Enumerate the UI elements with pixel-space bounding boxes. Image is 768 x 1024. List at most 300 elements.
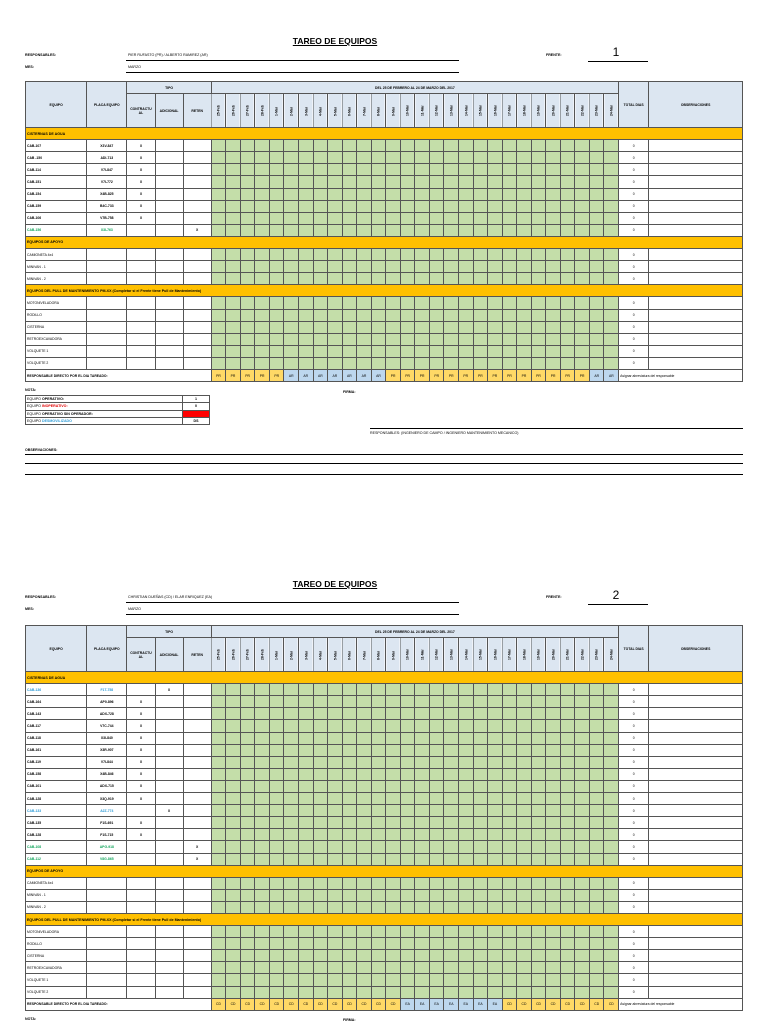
tipo-cell[interactable]: X xyxy=(127,720,155,732)
observaciones-cell[interactable] xyxy=(649,889,743,901)
day-cell[interactable] xyxy=(386,212,401,224)
tipo-cell[interactable] xyxy=(155,357,183,369)
day-cell[interactable] xyxy=(226,357,241,369)
day-cell[interactable] xyxy=(342,744,357,756)
day-cell[interactable] xyxy=(415,176,430,188)
day-cell[interactable] xyxy=(473,261,488,273)
day-cell[interactable] xyxy=(604,962,619,974)
day-cell[interactable] xyxy=(313,273,328,285)
day-cell[interactable] xyxy=(546,829,561,841)
day-cell[interactable] xyxy=(429,684,444,696)
day-cell[interactable] xyxy=(560,345,575,357)
tipo-cell[interactable] xyxy=(127,273,155,285)
day-cell[interactable] xyxy=(211,926,226,938)
observaciones-cell[interactable] xyxy=(649,901,743,913)
day-cell[interactable] xyxy=(386,309,401,321)
day-cell[interactable] xyxy=(444,756,459,768)
day-cell[interactable] xyxy=(284,249,299,261)
day-cell[interactable] xyxy=(517,321,532,333)
day-cell[interactable] xyxy=(589,297,604,309)
day-cell[interactable] xyxy=(342,732,357,744)
day-cell[interactable] xyxy=(328,696,343,708)
day-cell[interactable] xyxy=(226,744,241,756)
day-cell[interactable] xyxy=(531,345,546,357)
day-cell[interactable] xyxy=(604,200,619,212)
tipo-cell[interactable] xyxy=(127,950,155,962)
day-cell[interactable] xyxy=(488,805,503,817)
day-cell[interactable] xyxy=(284,345,299,357)
day-cell[interactable] xyxy=(299,200,314,212)
day-cell[interactable] xyxy=(357,176,372,188)
day-cell[interactable] xyxy=(328,152,343,164)
day-cell[interactable] xyxy=(473,974,488,986)
tipo-cell[interactable] xyxy=(155,768,183,780)
tipo-cell[interactable]: X xyxy=(127,756,155,768)
day-cell[interactable] xyxy=(386,841,401,853)
day-cell[interactable] xyxy=(517,200,532,212)
tipo-cell[interactable] xyxy=(155,853,183,865)
day-cell[interactable] xyxy=(429,805,444,817)
day-cell[interactable] xyxy=(226,297,241,309)
tipo-cell[interactable]: X xyxy=(127,164,155,176)
day-cell[interactable] xyxy=(589,926,604,938)
day-cell[interactable] xyxy=(386,938,401,950)
day-cell[interactable] xyxy=(546,841,561,853)
day-cell[interactable] xyxy=(415,974,430,986)
day-cell[interactable] xyxy=(313,877,328,889)
day-cell[interactable] xyxy=(444,200,459,212)
day-cell[interactable] xyxy=(502,249,517,261)
day-cell[interactable] xyxy=(560,938,575,950)
day-cell[interactable] xyxy=(415,273,430,285)
day-cell[interactable] xyxy=(517,720,532,732)
day-cell[interactable] xyxy=(415,188,430,200)
day-cell[interactable] xyxy=(313,200,328,212)
day-cell[interactable] xyxy=(226,768,241,780)
day-cell[interactable] xyxy=(459,224,474,236)
day-cell[interactable] xyxy=(473,176,488,188)
tipo-cell[interactable] xyxy=(183,708,211,720)
responsable-cell[interactable]: PR xyxy=(386,369,401,381)
tipo-cell[interactable] xyxy=(183,793,211,805)
day-cell[interactable] xyxy=(400,829,415,841)
day-cell[interactable] xyxy=(240,345,255,357)
day-cell[interactable] xyxy=(560,273,575,285)
day-cell[interactable] xyxy=(546,152,561,164)
day-cell[interactable] xyxy=(269,756,284,768)
day-cell[interactable] xyxy=(415,200,430,212)
day-cell[interactable] xyxy=(589,962,604,974)
day-cell[interactable] xyxy=(328,926,343,938)
day-cell[interactable] xyxy=(575,200,590,212)
observaciones-cell[interactable] xyxy=(649,950,743,962)
day-cell[interactable] xyxy=(575,708,590,720)
day-cell[interactable] xyxy=(284,200,299,212)
day-cell[interactable] xyxy=(531,152,546,164)
day-cell[interactable] xyxy=(299,938,314,950)
day-cell[interactable] xyxy=(546,853,561,865)
tipo-cell[interactable] xyxy=(183,877,211,889)
day-cell[interactable] xyxy=(357,321,372,333)
day-cell[interactable] xyxy=(502,962,517,974)
day-cell[interactable] xyxy=(284,841,299,853)
responsable-cell[interactable]: PR xyxy=(488,369,503,381)
observaciones-cell[interactable] xyxy=(649,986,743,998)
day-cell[interactable] xyxy=(226,249,241,261)
day-cell[interactable] xyxy=(546,140,561,152)
day-cell[interactable] xyxy=(531,950,546,962)
day-cell[interactable] xyxy=(575,720,590,732)
day-cell[interactable] xyxy=(386,140,401,152)
day-cell[interactable] xyxy=(299,853,314,865)
day-cell[interactable] xyxy=(560,877,575,889)
day-cell[interactable] xyxy=(269,297,284,309)
day-cell[interactable] xyxy=(342,261,357,273)
responsable-cell[interactable]: EA xyxy=(400,998,415,1010)
day-cell[interactable] xyxy=(589,841,604,853)
tipo-cell[interactable]: X xyxy=(183,224,211,236)
tipo-cell[interactable]: X xyxy=(127,140,155,152)
day-cell[interactable] xyxy=(371,817,386,829)
day-cell[interactable] xyxy=(488,926,503,938)
day-cell[interactable] xyxy=(299,261,314,273)
tipo-cell[interactable] xyxy=(127,805,155,817)
day-cell[interactable] xyxy=(371,708,386,720)
day-cell[interactable] xyxy=(269,152,284,164)
day-cell[interactable] xyxy=(444,974,459,986)
day-cell[interactable] xyxy=(226,212,241,224)
day-cell[interactable] xyxy=(240,974,255,986)
day-cell[interactable] xyxy=(255,986,270,998)
day-cell[interactable] xyxy=(269,986,284,998)
day-cell[interactable] xyxy=(371,224,386,236)
day-cell[interactable] xyxy=(560,901,575,913)
responsable-cell[interactable]: CD xyxy=(546,998,561,1010)
day-cell[interactable] xyxy=(531,901,546,913)
observaciones-cell[interactable] xyxy=(649,140,743,152)
day-cell[interactable] xyxy=(473,273,488,285)
observaciones-cell[interactable] xyxy=(649,333,743,345)
tipo-cell[interactable] xyxy=(127,986,155,998)
day-cell[interactable] xyxy=(429,212,444,224)
day-cell[interactable] xyxy=(342,938,357,950)
day-cell[interactable] xyxy=(531,176,546,188)
day-cell[interactable] xyxy=(488,357,503,369)
tipo-cell[interactable] xyxy=(127,841,155,853)
day-cell[interactable] xyxy=(269,780,284,792)
day-cell[interactable] xyxy=(284,780,299,792)
day-cell[interactable] xyxy=(444,926,459,938)
day-cell[interactable] xyxy=(386,152,401,164)
day-cell[interactable] xyxy=(371,841,386,853)
day-cell[interactable] xyxy=(531,756,546,768)
day-cell[interactable] xyxy=(284,805,299,817)
day-cell[interactable] xyxy=(313,140,328,152)
day-cell[interactable] xyxy=(226,756,241,768)
day-cell[interactable] xyxy=(415,696,430,708)
day-cell[interactable] xyxy=(357,720,372,732)
day-cell[interactable] xyxy=(342,273,357,285)
day-cell[interactable] xyxy=(575,986,590,998)
day-cell[interactable] xyxy=(386,805,401,817)
day-cell[interactable] xyxy=(459,805,474,817)
day-cell[interactable] xyxy=(313,780,328,792)
day-cell[interactable] xyxy=(502,321,517,333)
day-cell[interactable] xyxy=(342,841,357,853)
day-cell[interactable] xyxy=(473,212,488,224)
day-cell[interactable] xyxy=(226,140,241,152)
day-cell[interactable] xyxy=(604,853,619,865)
day-cell[interactable] xyxy=(517,950,532,962)
day-cell[interactable] xyxy=(589,974,604,986)
day-cell[interactable] xyxy=(444,684,459,696)
day-cell[interactable] xyxy=(473,744,488,756)
day-cell[interactable] xyxy=(342,805,357,817)
day-cell[interactable] xyxy=(240,853,255,865)
day-cell[interactable] xyxy=(313,309,328,321)
responsable-cell[interactable]: PR xyxy=(211,369,226,381)
day-cell[interactable] xyxy=(386,780,401,792)
tipo-cell[interactable] xyxy=(155,140,183,152)
day-cell[interactable] xyxy=(444,188,459,200)
day-cell[interactable] xyxy=(517,877,532,889)
tipo-cell[interactable]: X xyxy=(127,744,155,756)
day-cell[interactable] xyxy=(371,732,386,744)
day-cell[interactable] xyxy=(299,684,314,696)
responsable-cell[interactable]: CD xyxy=(255,998,270,1010)
tipo-cell[interactable] xyxy=(183,140,211,152)
day-cell[interactable] xyxy=(415,889,430,901)
day-cell[interactable] xyxy=(531,986,546,998)
day-cell[interactable] xyxy=(415,950,430,962)
observaciones-cell[interactable] xyxy=(649,768,743,780)
tipo-cell[interactable]: X xyxy=(127,817,155,829)
day-cell[interactable] xyxy=(400,877,415,889)
day-cell[interactable] xyxy=(299,224,314,236)
responsable-cell[interactable]: PR xyxy=(269,369,284,381)
day-cell[interactable] xyxy=(342,962,357,974)
day-cell[interactable] xyxy=(488,877,503,889)
day-cell[interactable] xyxy=(560,164,575,176)
day-cell[interactable] xyxy=(502,793,517,805)
day-cell[interactable] xyxy=(400,889,415,901)
day-cell[interactable] xyxy=(284,768,299,780)
day-cell[interactable] xyxy=(517,696,532,708)
day-cell[interactable] xyxy=(517,841,532,853)
day-cell[interactable] xyxy=(604,720,619,732)
day-cell[interactable] xyxy=(269,357,284,369)
day-cell[interactable] xyxy=(255,780,270,792)
day-cell[interactable] xyxy=(371,853,386,865)
day-cell[interactable] xyxy=(589,345,604,357)
day-cell[interactable] xyxy=(269,164,284,176)
day-cell[interactable] xyxy=(284,877,299,889)
day-cell[interactable] xyxy=(415,261,430,273)
observaciones-cell[interactable] xyxy=(649,926,743,938)
day-cell[interactable] xyxy=(415,708,430,720)
tipo-cell[interactable] xyxy=(155,297,183,309)
day-cell[interactable] xyxy=(328,768,343,780)
tipo-cell[interactable] xyxy=(155,164,183,176)
day-cell[interactable] xyxy=(560,889,575,901)
day-cell[interactable] xyxy=(473,140,488,152)
day-cell[interactable] xyxy=(517,708,532,720)
day-cell[interactable] xyxy=(211,732,226,744)
day-cell[interactable] xyxy=(284,744,299,756)
day-cell[interactable] xyxy=(211,164,226,176)
day-cell[interactable] xyxy=(255,696,270,708)
day-cell[interactable] xyxy=(255,200,270,212)
day-cell[interactable] xyxy=(459,793,474,805)
day-cell[interactable] xyxy=(400,853,415,865)
day-cell[interactable] xyxy=(429,732,444,744)
day-cell[interactable] xyxy=(400,224,415,236)
observaciones-cell[interactable] xyxy=(649,805,743,817)
day-cell[interactable] xyxy=(589,176,604,188)
day-cell[interactable] xyxy=(560,817,575,829)
day-cell[interactable] xyxy=(328,793,343,805)
day-cell[interactable] xyxy=(560,249,575,261)
day-cell[interactable] xyxy=(328,817,343,829)
day-cell[interactable] xyxy=(299,249,314,261)
day-cell[interactable] xyxy=(604,261,619,273)
day-cell[interactable] xyxy=(211,224,226,236)
day-cell[interactable] xyxy=(255,176,270,188)
day-cell[interactable] xyxy=(342,249,357,261)
day-cell[interactable] xyxy=(575,950,590,962)
day-cell[interactable] xyxy=(328,261,343,273)
day-cell[interactable] xyxy=(299,176,314,188)
tipo-cell[interactable] xyxy=(155,212,183,224)
day-cell[interactable] xyxy=(240,684,255,696)
observaciones-cell[interactable] xyxy=(649,696,743,708)
day-cell[interactable] xyxy=(342,297,357,309)
day-cell[interactable] xyxy=(357,249,372,261)
tipo-cell[interactable] xyxy=(155,793,183,805)
day-cell[interactable] xyxy=(386,853,401,865)
day-cell[interactable] xyxy=(575,297,590,309)
day-cell[interactable] xyxy=(488,224,503,236)
day-cell[interactable] xyxy=(459,817,474,829)
day-cell[interactable] xyxy=(589,224,604,236)
day-cell[interactable] xyxy=(386,720,401,732)
day-cell[interactable] xyxy=(560,853,575,865)
day-cell[interactable] xyxy=(502,768,517,780)
day-cell[interactable] xyxy=(415,926,430,938)
day-cell[interactable] xyxy=(604,684,619,696)
day-cell[interactable] xyxy=(444,732,459,744)
observaciones-cell[interactable] xyxy=(649,152,743,164)
day-cell[interactable] xyxy=(386,732,401,744)
day-cell[interactable] xyxy=(313,793,328,805)
day-cell[interactable] xyxy=(546,333,561,345)
day-cell[interactable] xyxy=(357,188,372,200)
day-cell[interactable] xyxy=(357,152,372,164)
day-cell[interactable] xyxy=(459,297,474,309)
day-cell[interactable] xyxy=(531,732,546,744)
day-cell[interactable] xyxy=(589,261,604,273)
day-cell[interactable] xyxy=(415,877,430,889)
day-cell[interactable] xyxy=(357,926,372,938)
day-cell[interactable] xyxy=(284,962,299,974)
day-cell[interactable] xyxy=(560,297,575,309)
tipo-cell[interactable] xyxy=(183,962,211,974)
day-cell[interactable] xyxy=(604,986,619,998)
day-cell[interactable] xyxy=(546,357,561,369)
day-cell[interactable] xyxy=(560,732,575,744)
day-cell[interactable] xyxy=(371,309,386,321)
day-cell[interactable] xyxy=(284,357,299,369)
day-cell[interactable] xyxy=(357,805,372,817)
day-cell[interactable] xyxy=(328,188,343,200)
day-cell[interactable] xyxy=(400,164,415,176)
day-cell[interactable] xyxy=(269,200,284,212)
day-cell[interactable] xyxy=(386,200,401,212)
day-cell[interactable] xyxy=(284,793,299,805)
day-cell[interactable] xyxy=(255,224,270,236)
tipo-cell[interactable] xyxy=(155,744,183,756)
responsable-cell[interactable]: EA xyxy=(488,998,503,1010)
responsable-cell[interactable]: PR xyxy=(415,369,430,381)
responsable-cell[interactable]: CD xyxy=(299,998,314,1010)
day-cell[interactable] xyxy=(546,297,561,309)
day-cell[interactable] xyxy=(328,200,343,212)
day-cell[interactable] xyxy=(429,901,444,913)
day-cell[interactable] xyxy=(531,164,546,176)
day-cell[interactable] xyxy=(575,962,590,974)
tipo-cell[interactable] xyxy=(183,768,211,780)
day-cell[interactable] xyxy=(459,938,474,950)
day-cell[interactable] xyxy=(211,986,226,998)
day-cell[interactable] xyxy=(226,926,241,938)
day-cell[interactable] xyxy=(226,841,241,853)
tipo-cell[interactable] xyxy=(183,333,211,345)
day-cell[interactable] xyxy=(400,333,415,345)
day-cell[interactable] xyxy=(284,756,299,768)
observaciones-cell[interactable] xyxy=(649,273,743,285)
day-cell[interactable] xyxy=(517,212,532,224)
day-cell[interactable] xyxy=(342,889,357,901)
day-cell[interactable] xyxy=(299,768,314,780)
day-cell[interactable] xyxy=(604,309,619,321)
day-cell[interactable] xyxy=(589,164,604,176)
day-cell[interactable] xyxy=(211,962,226,974)
tipo-cell[interactable] xyxy=(155,817,183,829)
day-cell[interactable] xyxy=(502,164,517,176)
day-cell[interactable] xyxy=(459,853,474,865)
day-cell[interactable] xyxy=(284,164,299,176)
day-cell[interactable] xyxy=(488,817,503,829)
responsable-cell[interactable]: EA xyxy=(429,998,444,1010)
tipo-cell[interactable] xyxy=(155,261,183,273)
day-cell[interactable] xyxy=(299,986,314,998)
day-cell[interactable] xyxy=(226,889,241,901)
day-cell[interactable] xyxy=(575,889,590,901)
day-cell[interactable] xyxy=(517,297,532,309)
day-cell[interactable] xyxy=(299,188,314,200)
day-cell[interactable] xyxy=(546,805,561,817)
observaciones-cell[interactable] xyxy=(649,249,743,261)
day-cell[interactable] xyxy=(502,817,517,829)
day-cell[interactable] xyxy=(255,744,270,756)
day-cell[interactable] xyxy=(415,962,430,974)
day-cell[interactable] xyxy=(226,780,241,792)
day-cell[interactable] xyxy=(226,732,241,744)
tipo-cell[interactable] xyxy=(183,164,211,176)
day-cell[interactable] xyxy=(488,273,503,285)
day-cell[interactable] xyxy=(342,768,357,780)
day-cell[interactable] xyxy=(342,309,357,321)
